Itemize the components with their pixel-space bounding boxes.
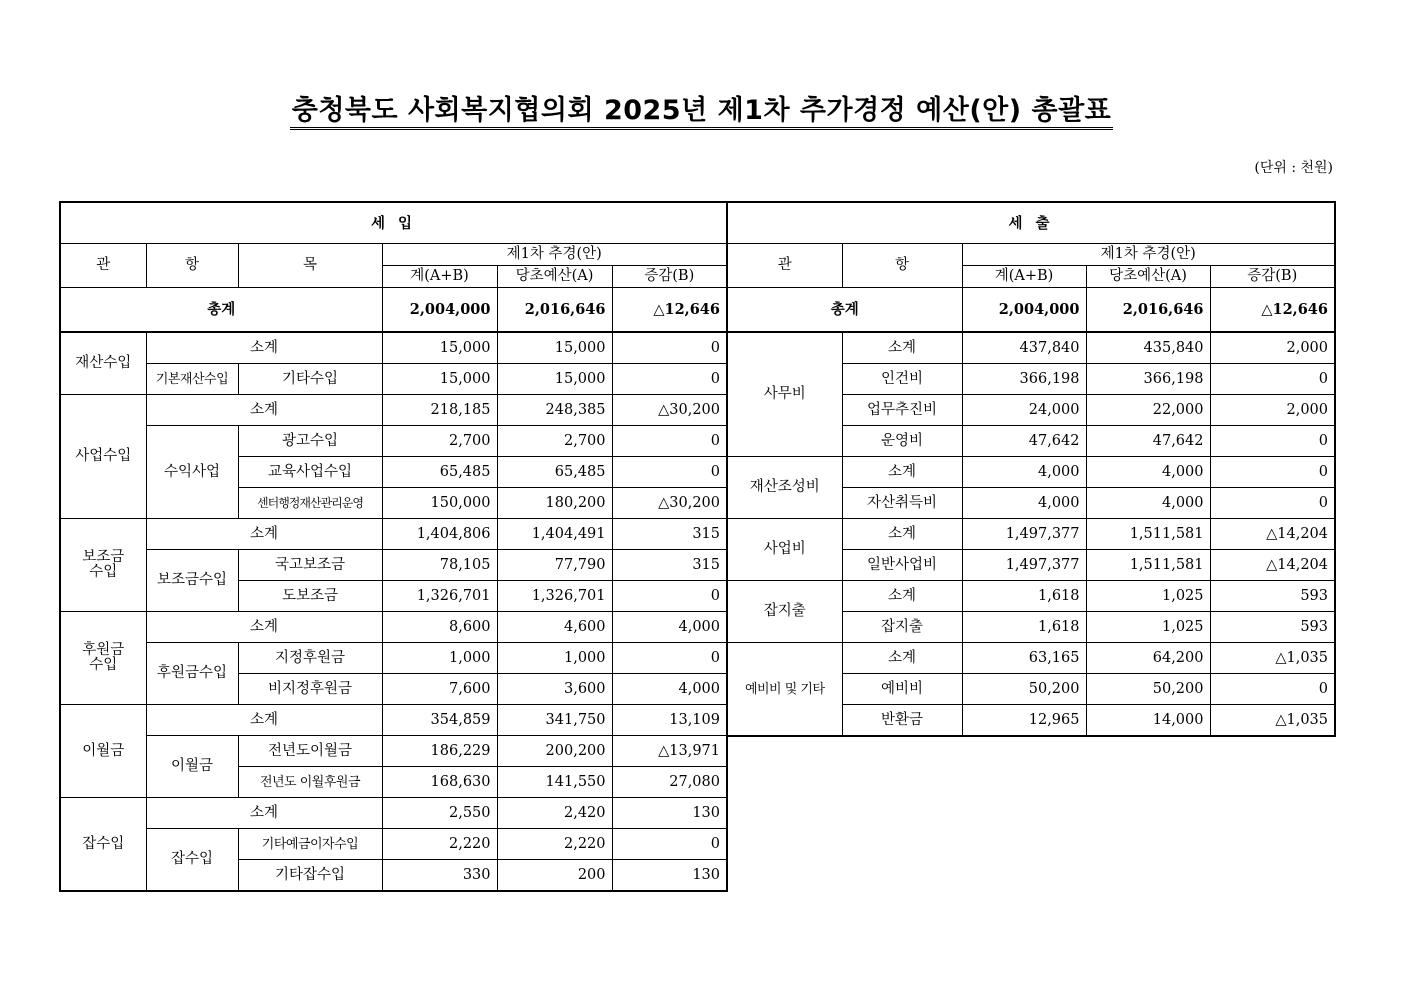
- revenue-table: [59, 201, 728, 892]
- total-b: △12,646: [612, 288, 727, 333]
- b-cell: 2,000: [1210, 395, 1335, 426]
- ab-cell: 47,642: [962, 426, 1086, 457]
- b-cell: △13,971: [612, 736, 727, 767]
- hang-cell: 소계: [842, 332, 962, 364]
- ab-cell: 1,497,377: [962, 550, 1086, 581]
- ab-cell: 366,198: [962, 364, 1086, 395]
- table-row: [727, 457, 1335, 488]
- mok-cell: 소계: [146, 332, 382, 364]
- table-row: [727, 581, 1335, 612]
- a-cell: 1,025: [1086, 612, 1210, 643]
- mok-cell: 도보조금: [238, 581, 382, 612]
- ab-cell: 50,200: [962, 674, 1086, 705]
- gwan-cell: 보조금 수입: [60, 519, 146, 612]
- hang-cell: 소계: [842, 643, 962, 674]
- a-cell: 2,700: [497, 426, 612, 457]
- b-cell: 0: [612, 457, 727, 488]
- b-cell: 0: [1210, 457, 1335, 488]
- ab-cell: 8,600: [382, 612, 497, 643]
- ab-cell: 150,000: [382, 488, 497, 519]
- ab-cell: 63,165: [962, 643, 1086, 674]
- table-row: [60, 426, 727, 457]
- a-cell: 65,485: [497, 457, 612, 488]
- total-a: 2,016,646: [497, 288, 612, 333]
- ab-cell: 1,000: [382, 643, 497, 674]
- gwan-cell: 후원금 수입: [60, 612, 146, 705]
- revenue-section-header: 세 입: [60, 202, 727, 244]
- header-hang: 항: [146, 244, 238, 288]
- hang-cell: 잡수입: [146, 829, 238, 892]
- table-row: [60, 643, 727, 674]
- table-row: [60, 519, 727, 550]
- b-cell: △1,035: [1210, 705, 1335, 737]
- a-cell: 50,200: [1086, 674, 1210, 705]
- gwan-cell: 사무비: [727, 332, 842, 457]
- ab-cell: 218,185: [382, 395, 497, 426]
- b-cell: 0: [1210, 364, 1335, 395]
- b-cell: 0: [1210, 674, 1335, 705]
- ab-cell: 2,550: [382, 798, 497, 829]
- mok-cell: 기타수입: [238, 364, 382, 395]
- b-cell: 0: [612, 643, 727, 674]
- mok-cell: 국고보조금: [238, 550, 382, 581]
- a-cell: 1,025: [1086, 581, 1210, 612]
- mok-cell: 전년도 이월후원금: [238, 767, 382, 798]
- header-change-b: 증감(B): [612, 266, 727, 288]
- a-cell: 248,385: [497, 395, 612, 426]
- gwan-cell: 잡수입: [60, 798, 146, 892]
- table-row: [60, 550, 727, 581]
- a-cell: 22,000: [1086, 395, 1210, 426]
- total-label: 총계: [60, 288, 382, 333]
- ab-cell: 186,229: [382, 736, 497, 767]
- b-cell: △1,035: [1210, 643, 1335, 674]
- hang-cell: 보조금수입: [146, 550, 238, 612]
- b-cell: 27,080: [612, 767, 727, 798]
- document-title-wrap: [0, 88, 1403, 127]
- table-row: [60, 612, 727, 643]
- mok-cell: 소계: [146, 612, 382, 643]
- document-title: 충청북도 사회복지협의회 2025년 제1차 추가경정 예산(안) 총괄표: [290, 95, 1113, 130]
- hang-cell: 소계: [842, 519, 962, 550]
- ab-cell: 15,000: [382, 332, 497, 364]
- b-cell: △14,204: [1210, 550, 1335, 581]
- ab-cell: 1,326,701: [382, 581, 497, 612]
- total-ab: 2,004,000: [962, 288, 1086, 333]
- a-cell: 77,790: [497, 550, 612, 581]
- mok-cell: 기타잡수입: [238, 860, 382, 892]
- hang-cell: 기본재산수입: [146, 364, 238, 395]
- b-cell: 0: [612, 332, 727, 364]
- ab-cell: 24,000: [962, 395, 1086, 426]
- hang-cell: 잡지출: [842, 612, 962, 643]
- header-initial-a: 당초예산(A): [1086, 266, 1210, 288]
- a-cell: 1,404,491: [497, 519, 612, 550]
- a-cell: 200: [497, 860, 612, 892]
- gwan-cell: 잡지출: [727, 581, 842, 643]
- mok-cell: 교육사업수입: [238, 457, 382, 488]
- hang-cell: 소계: [842, 581, 962, 612]
- a-cell: 4,000: [1086, 457, 1210, 488]
- total-b: △12,646: [1210, 288, 1335, 333]
- b-cell: △14,204: [1210, 519, 1335, 550]
- expense-table: [726, 201, 1336, 737]
- header-mok: 목: [238, 244, 382, 288]
- gwan-cell: 예비비 및 기타: [727, 643, 842, 737]
- ab-cell: 78,105: [382, 550, 497, 581]
- a-cell: 141,550: [497, 767, 612, 798]
- b-cell: 2,000: [1210, 332, 1335, 364]
- ab-cell: 2,220: [382, 829, 497, 860]
- total-label: 총계: [727, 288, 962, 333]
- ab-cell: 12,965: [962, 705, 1086, 737]
- b-cell: 0: [1210, 488, 1335, 519]
- table-row: [727, 643, 1335, 674]
- b-cell: 0: [1210, 426, 1335, 457]
- a-cell: 200,200: [497, 736, 612, 767]
- table-row: [727, 519, 1335, 550]
- mok-cell: 전년도이월금: [238, 736, 382, 767]
- table-row: [60, 829, 727, 860]
- b-cell: 130: [612, 860, 727, 892]
- a-cell: 2,220: [497, 829, 612, 860]
- a-cell: 14,000: [1086, 705, 1210, 737]
- b-cell: 0: [612, 364, 727, 395]
- ab-cell: 2,700: [382, 426, 497, 457]
- b-cell: 593: [1210, 581, 1335, 612]
- a-cell: 1,511,581: [1086, 550, 1210, 581]
- hang-cell: 반환금: [842, 705, 962, 737]
- ab-cell: 437,840: [962, 332, 1086, 364]
- b-cell: 4,000: [612, 674, 727, 705]
- hang-cell: 소계: [842, 457, 962, 488]
- a-cell: 435,840: [1086, 332, 1210, 364]
- total-ab: 2,004,000: [382, 288, 497, 333]
- ab-cell: 168,630: [382, 767, 497, 798]
- a-cell: 1,326,701: [497, 581, 612, 612]
- table-row: [60, 364, 727, 395]
- a-cell: 1,000: [497, 643, 612, 674]
- a-cell: 341,750: [497, 705, 612, 736]
- expense-section-header: 세 출: [727, 202, 1335, 244]
- ab-cell: 65,485: [382, 457, 497, 488]
- mok-cell: 소계: [146, 705, 382, 736]
- mok-cell: 소계: [146, 395, 382, 426]
- ab-cell: 4,000: [962, 488, 1086, 519]
- hang-cell: 자산취득비: [842, 488, 962, 519]
- gwan-cell: 이월금: [60, 705, 146, 798]
- a-cell: 180,200: [497, 488, 612, 519]
- header-group: 제1차 추경(안): [382, 244, 727, 266]
- mok-cell: 비지정후원금: [238, 674, 382, 705]
- hang-cell: 운영비: [842, 426, 962, 457]
- table-row: [60, 395, 727, 426]
- header-hang: 항: [842, 244, 962, 288]
- hang-cell: 후원금수입: [146, 643, 238, 705]
- hang-cell: 이월금: [146, 736, 238, 798]
- table-row: [727, 332, 1335, 364]
- gwan-cell: 재산수입: [60, 332, 146, 395]
- a-cell: 4,600: [497, 612, 612, 643]
- ab-cell: 354,859: [382, 705, 497, 736]
- table-row: [60, 798, 727, 829]
- table-row: [60, 736, 727, 767]
- a-cell: 15,000: [497, 364, 612, 395]
- header-total-ab: 계(A+B): [382, 266, 497, 288]
- total-a: 2,016,646: [1086, 288, 1210, 333]
- ab-cell: 1,404,806: [382, 519, 497, 550]
- ab-cell: 15,000: [382, 364, 497, 395]
- gwan-cell: 재산조성비: [727, 457, 842, 519]
- hang-cell: 인건비: [842, 364, 962, 395]
- mok-cell: 센터행정재산관리운영: [238, 488, 382, 519]
- b-cell: 13,109: [612, 705, 727, 736]
- b-cell: △30,200: [612, 395, 727, 426]
- hang-cell: 일반사업비: [842, 550, 962, 581]
- a-cell: 366,198: [1086, 364, 1210, 395]
- mok-cell: 지정후원금: [238, 643, 382, 674]
- header-group: 제1차 추경(안): [962, 244, 1335, 266]
- mok-cell: 기타예금이자수입: [238, 829, 382, 860]
- ab-cell: 7,600: [382, 674, 497, 705]
- unit-label: (단위 : 천원): [1254, 160, 1333, 176]
- b-cell: 0: [612, 426, 727, 457]
- ab-cell: 1,497,377: [962, 519, 1086, 550]
- revenue-total-row: [60, 288, 727, 333]
- table-row: [60, 705, 727, 736]
- a-cell: 64,200: [1086, 643, 1210, 674]
- gwan-cell: 사업비: [727, 519, 842, 581]
- a-cell: 47,642: [1086, 426, 1210, 457]
- ab-cell: 330: [382, 860, 497, 892]
- table-row: [60, 332, 727, 364]
- b-cell: 130: [612, 798, 727, 829]
- hang-cell: 수익사업: [146, 426, 238, 519]
- mok-cell: 광고수입: [238, 426, 382, 457]
- mok-cell: 소계: [146, 519, 382, 550]
- ab-cell: 1,618: [962, 581, 1086, 612]
- header-total-ab: 계(A+B): [962, 266, 1086, 288]
- gwan-cell: 사업수입: [60, 395, 146, 519]
- a-cell: 1,511,581: [1086, 519, 1210, 550]
- a-cell: 2,420: [497, 798, 612, 829]
- b-cell: 4,000: [612, 612, 727, 643]
- header-change-b: 증감(B): [1210, 266, 1335, 288]
- mok-cell: 소계: [146, 798, 382, 829]
- header-gwan: 관: [727, 244, 842, 288]
- b-cell: 0: [612, 581, 727, 612]
- b-cell: 315: [612, 519, 727, 550]
- expense-total-row: [727, 288, 1335, 333]
- hang-cell: 예비비: [842, 674, 962, 705]
- a-cell: 4,000: [1086, 488, 1210, 519]
- a-cell: 3,600: [497, 674, 612, 705]
- b-cell: 315: [612, 550, 727, 581]
- header-initial-a: 당초예산(A): [497, 266, 612, 288]
- header-gwan: 관: [60, 244, 146, 288]
- b-cell: △30,200: [612, 488, 727, 519]
- b-cell: 0: [612, 829, 727, 860]
- ab-cell: 4,000: [962, 457, 1086, 488]
- a-cell: 15,000: [497, 332, 612, 364]
- ab-cell: 1,618: [962, 612, 1086, 643]
- hang-cell: 업무추진비: [842, 395, 962, 426]
- b-cell: 593: [1210, 612, 1335, 643]
